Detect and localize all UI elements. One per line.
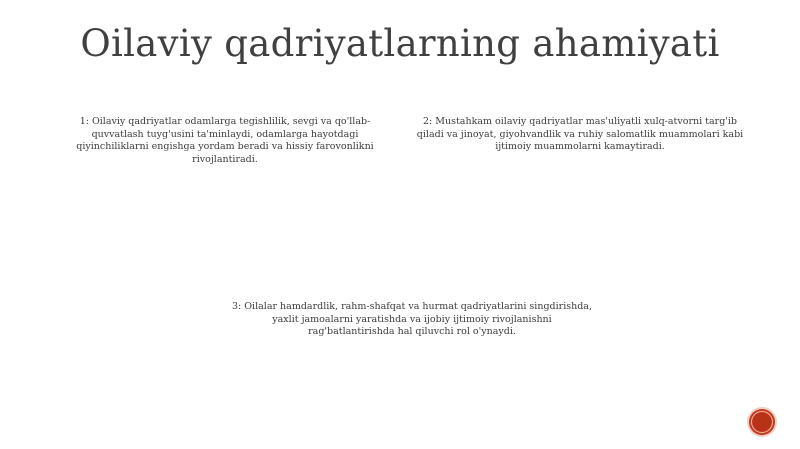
slide-nav-button[interactable] bbox=[747, 407, 777, 437]
slide-title: Oilaviy qadriyatlarning ahamiyati bbox=[80, 22, 720, 65]
paragraph-3: 3: Oilalar hamdardlik, rahm-shafqat va hurmat qadriyatlarini singdirishda, yaxlit jamoalarni yaratishda va ijobiy ijtimoiy rivojlanishni rag'batlantirishda hal qiluvchi rol o'ynaydi. bbox=[231, 301, 592, 337]
circle-nav-icon bbox=[748, 408, 776, 436]
paragraph-2: 2: Mustahkam oilaviy qadriyatlar mas'uliyatli xulq-atvorni targ'ib qiladi va jinoyat, giyohvandlik va ruhiy salomatlik muammolari kabi ijtimoiy muammolarni kamaytiradi. bbox=[416, 116, 744, 152]
paragraph-1: 1: Oilaviy qadriyatlar odamlarga tegishlilik, sevgi va qo'llab-quvvatlash tuyg'usini ta'minlaydi, odamlarga hayotdagi qiyinchiliklarni engishga yordam beradi va hissiy farovonlikni rivojlantiradi. bbox=[76, 116, 374, 165]
